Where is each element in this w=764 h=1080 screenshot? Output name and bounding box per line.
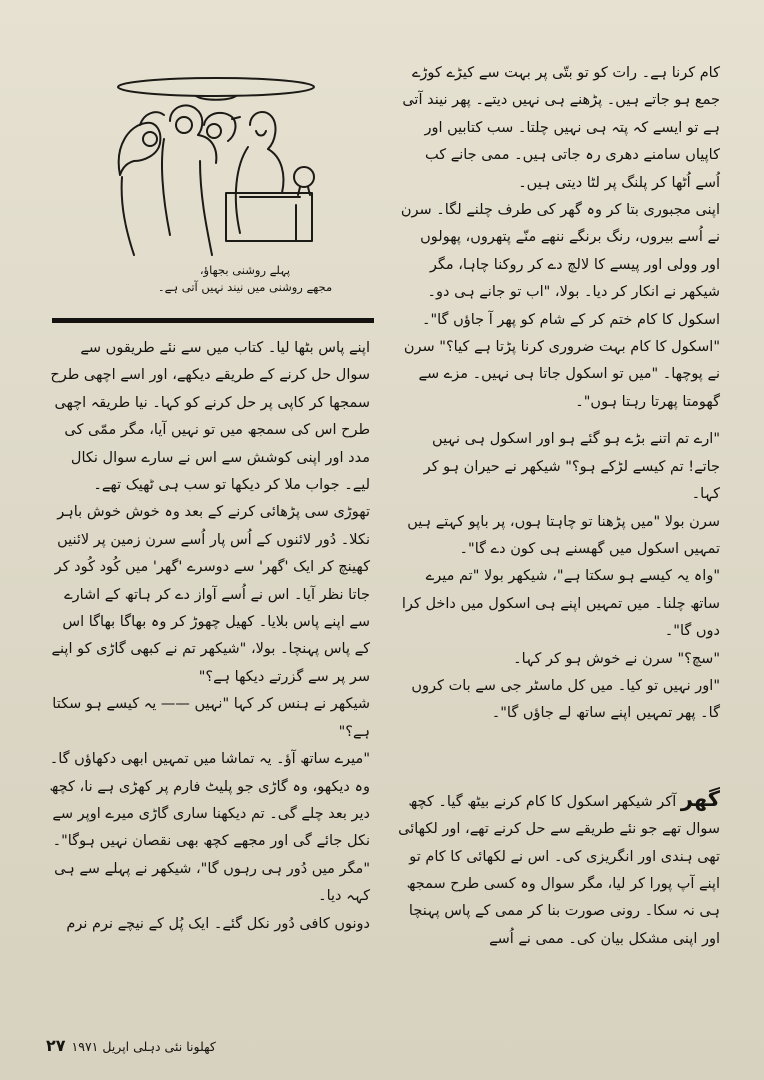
dropcap-word: گھر bbox=[680, 786, 720, 811]
caption-line: مجھے روشنی میں نیند نہیں آتی ہے۔ bbox=[157, 280, 333, 294]
paragraph: "ارے تم اتنے بڑے ہو گئے ہو اور اسکول ہی نہیں جاتے! تم کیسے لڑکے ہو؟" شیکھر نے حیران ہو کر کہا۔ bbox=[423, 431, 720, 503]
paragraph: اپنی مجبوری بتا کر وہ گھر کی طرف چلنے لگا۔ سرن نے اُسے بیروں، رنگ برنگے ننھے منّے پتھروں، پھولوں اور وولی اور پیسے کا لالچ دے کر روکنا چاہا، مگر شیکھر نے انکار کر دیا۔ بولا، "اب تو جانے ہی دو۔ اسکول کا کام ختم کر کے شام کو پھر آ جاؤں گا"۔ bbox=[400, 202, 720, 328]
left-column bbox=[44, 335, 370, 938]
paragraph: دونوں کافی دُور نکل گئے۔ ایک پُل کے نیچے نرم نرم bbox=[66, 915, 370, 932]
caption-line: پہلے روشنی بجھاؤ، bbox=[199, 263, 291, 277]
paragraph: اپنے پاس بٹھا لیا۔ کتاب میں سے نئے طریقوں سے سوال حل کرنے کے طریقے دیکھے، اور اسے اچھی طرح سمجھا کر کاپی پر حل کرنے کو کہا۔ نیا طریقہ اچھی طرح اس کی سمجھ میں تو نہیں آیا، مگر ممّی کی مدد اور اپنی کوشش سے اس نے سارے سوال نکال لیے۔ جواب ملا کر دیکھا تو سب ہی ٹھیک تھے۔ bbox=[50, 340, 370, 494]
paragraph: "مگر میں دُور ہی رہوں گا"، شیکھر نے پہلے سے ہی کہہ دیا۔ bbox=[54, 860, 370, 905]
paragraph: "اسکول کا کام بہت ضروری کرنا پڑتا ہے کیا؟" سرن نے پوچھا۔ "میں تو اسکول جاتا ہی نہیں۔ مزے سے گھومتا پھرتا رہتا ہوں"۔ bbox=[403, 339, 720, 410]
cartoon-illustration bbox=[100, 65, 340, 285]
section-divider bbox=[52, 318, 374, 323]
paragraph-text: آکر شیکھر اسکول کا کام کرنے بیٹھ گیا۔ کچھ سوال تھے جو نئے طریقے سے حل کرنے تھے، اور لکھائی تھی ہندی اور انگریزی کی۔ اس نے لکھائی کا کام تو اپنے آپ پورا کر لیا، مگر سوال وہ کسی طرح سمجھ ہی نہ سکا۔ رونی صورت بنا کر ممی کے پاس پہنچا اور اپنی مشکل بیان کی۔ ممی نے اُسے bbox=[398, 793, 720, 947]
magazine-name: کھلونا نئی دہلی اپریل ۱۹۷۱ bbox=[71, 1039, 216, 1054]
illustration-caption bbox=[150, 262, 340, 296]
spacer bbox=[398, 416, 720, 426]
paragraph: سرن بولا "میں پڑھنا تو چاہتا ہوں، پر باپو کہتے ہیں تمہیں اسکول میں گھسنے ہی کون دے گا"۔ bbox=[407, 513, 720, 557]
paragraph: "اور نہیں تو کیا۔ میں کل ماسٹر جی سے بات کروں گا۔ پھر تمہیں اپنے ساتھ لے جاؤں گا"۔ bbox=[411, 677, 720, 722]
right-column bbox=[398, 60, 720, 953]
page-number: ۲۷ bbox=[46, 1036, 66, 1055]
section-break bbox=[398, 728, 720, 786]
paragraph: کام کرنا ہے۔ رات کو تو بتّی پر بہت سے کیڑے کوڑے جمع ہو جاتے ہیں۔ پڑھنے ہی نہیں دیتے۔ پھر نیند آتی ہے تو ایسے کہ پتہ ہی نہیں چلتا۔ سب کتابیں اور کاپیاں سامنے دھری رہ جاتی ہیں۔ ممی جانے کب اُسے اُٹھا کر پلنگ پر لٹا دیتی ہیں۔ bbox=[402, 65, 720, 191]
paragraph: "سچ؟" سرن نے خوش ہو کر کہا۔ bbox=[513, 650, 720, 667]
paragraph: "میرے ساتھ آؤ۔ یہ تماشا میں تمہیں ابھی دکھاؤں گا۔ وہ دیکھو، وہ گاڑی جو پلیٹ فارم پر کھڑی ہے نا، کچھ دیر بعد چلے گی۔ تم دیکھنا ساری گاڑی میرے اوپر سے نکل جائے گی اور مجھے کچھ بھی نقصان نہیں ہوگا"۔ bbox=[49, 751, 370, 850]
paragraph: "واہ یہ کیسے ہو سکتا ہے"، شیکھر بولا "تم میرے ساتھ چلنا۔ میں تمہیں اپنے ہی اسکول میں داخل کرا دوں گا"۔ bbox=[401, 568, 720, 640]
section-paragraph bbox=[398, 786, 720, 953]
paragraph: تھوڑی سی پڑھائی کرنے کے بعد وہ خوش خوش باہر نکلا۔ دُور لائنوں کے اُس پار اُسے سرن زمین پر لائنیں کھینچ کر ایک 'گھر' سے دوسرے 'گھر' میں کُود کُود کر جاتا نظر آیا۔ اس نے اُسے آواز دے کر ہاتھ کے اشارے سے اپنے پاس بلایا۔ کھیل چھوڑ کر وہ بھاگا بھاگا اس کے پاس پہنچا۔ بولا، "شیکھر تم نے کبھی گاڑی کو اپنے سر پر سے گزرتے دیکھا ہے؟" bbox=[51, 504, 370, 685]
page-footer bbox=[46, 1036, 216, 1055]
paragraph: شیکھر نے ہنس کر کہا "نہیں —— یہ کیسے ہو سکتا ہے؟" bbox=[52, 696, 370, 740]
